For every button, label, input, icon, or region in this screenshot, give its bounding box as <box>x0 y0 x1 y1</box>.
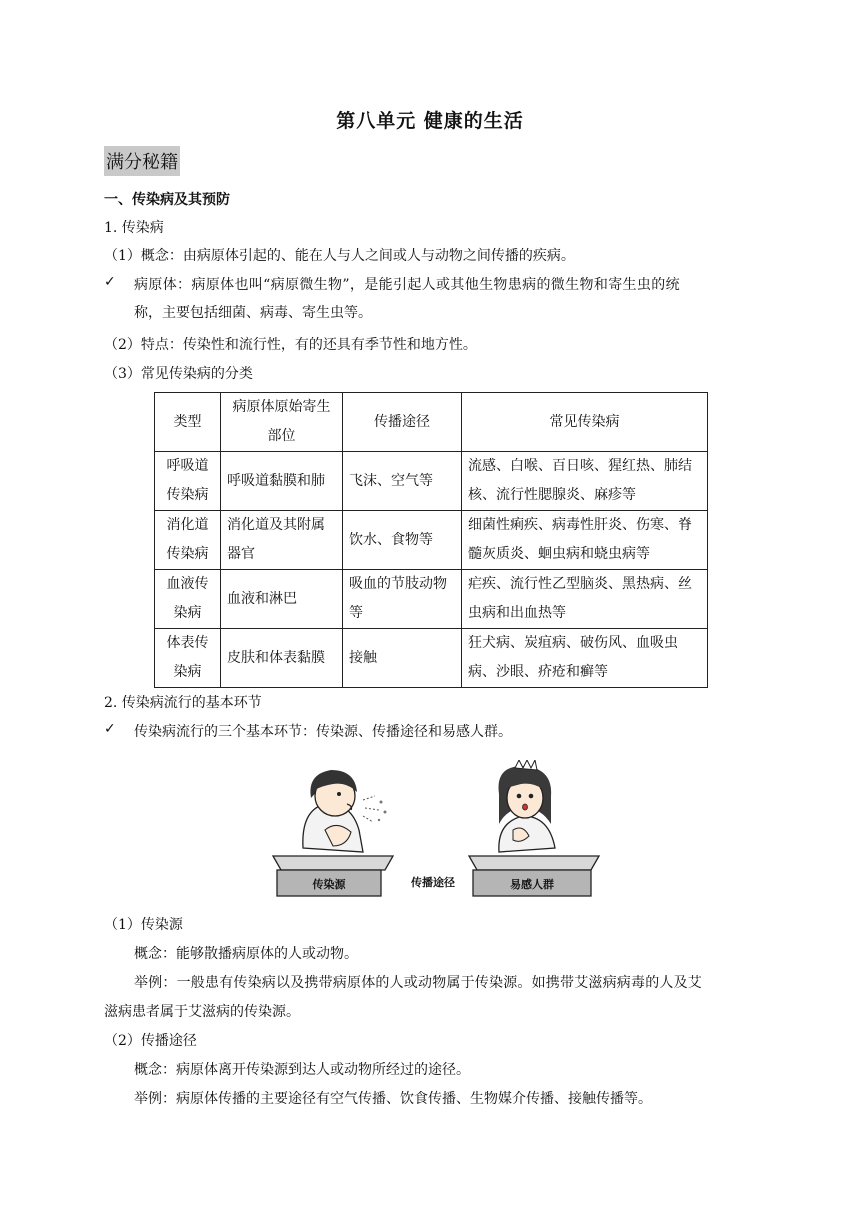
table-cell: 消化道及其附属器官 <box>221 511 343 570</box>
table-row <box>155 570 708 629</box>
table-cell: 流感、白喉、百日咳、猩红热、肺结核、流行性腮腺炎、麻疹等 <box>462 452 708 511</box>
section-heading: 一、传染病及其预防 <box>104 192 230 208</box>
classification-heading: （3）常见传染病的分类 <box>104 366 253 382</box>
source-label: 传染源 <box>312 878 346 891</box>
subsection-heading: 1. 传染病 <box>104 220 164 236</box>
source-heading: （1）传染源 <box>104 917 183 933</box>
table-header-cell: 病原体原始寄生部位 <box>221 393 343 452</box>
check-icon: ✓ <box>104 274 116 290</box>
susceptible-label: 易感人群 <box>510 878 554 891</box>
table-cell: 呼吸道黏膜和肺 <box>221 452 343 511</box>
disease-classification-table <box>154 392 708 688</box>
table-row <box>155 511 708 570</box>
table-cell: 消化道传染病 <box>155 511 221 570</box>
source-concept: 概念：能够散播病原体的人或动物。 <box>134 946 358 962</box>
table-header-cell: 常见传染病 <box>462 393 708 452</box>
check-icon: ✓ <box>104 721 116 737</box>
route-label: 传播途径 <box>411 876 455 889</box>
table-cell: 体表传染病 <box>155 629 221 688</box>
pathogen-text-line2: 称，主要包括细菌、病毒、寄生虫等。 <box>134 305 372 321</box>
route-example: 举例：病原体传播的主要途径有空气传播、饮食传播、生物媒介传播、接触传播等。 <box>134 1091 652 1107</box>
subsection-heading-2: 2. 传染病流行的基本环节 <box>104 695 262 711</box>
table-cell: 呼吸道传染病 <box>155 452 221 511</box>
source-example-line1: 举例：一般患有传染病以及携带病原体的人或动物属于传染源。如携带艾滋病病毒的人及艾 <box>134 975 702 991</box>
route-concept: 概念：病原体离开传染源到达人或动物所经过的途径。 <box>134 1062 470 1078</box>
table-cell: 吸血的节肢动物等 <box>343 570 462 629</box>
table-row <box>155 452 708 511</box>
table-cell: 细菌性痢疾、病毒性肝炎、伤寒、脊髓灰质炎、蛔虫病和蛲虫病等 <box>462 511 708 570</box>
table-cell: 飞沫、空气等 <box>343 452 462 511</box>
pathogen-text-line1: 病原体：病原体也叫“病原微生物”，是能引起人或其他生物患病的微生物和寄生虫的统 <box>134 277 680 293</box>
table-cell: 皮肤和体表黏膜 <box>221 629 343 688</box>
source-example-line2: 滋病患者属于艾滋病的传染源。 <box>104 1004 300 1020</box>
route-heading: （2）传播途径 <box>104 1033 197 1049</box>
table-cell: 狂犬病、炭疽病、破伤风、血吸虫病、沙眼、疥疮和癣等 <box>462 629 708 688</box>
table-cell: 接触 <box>343 629 462 688</box>
infected-boy-figure <box>303 770 387 852</box>
section-badge: 满分秘籍 <box>104 146 180 176</box>
concept-text: （1）概念：由病原体引起的、能在人与人之间或人与动物之间传播的疾病。 <box>104 248 575 264</box>
table-header-cell: 类型 <box>155 393 221 452</box>
table-cell: 疟疾、流行性乙型脑炎、黑热病、丝虫病和出血热等 <box>462 570 708 629</box>
transmission-illustration <box>267 760 601 898</box>
table-cell: 血液传染病 <box>155 570 221 629</box>
susceptible-girl-figure <box>499 760 556 852</box>
table-header-cell: 传播途径 <box>343 393 462 452</box>
page-title: 第八单元 健康的生活 <box>336 110 524 132</box>
table-row <box>155 629 708 688</box>
table-cell: 饮水、食物等 <box>343 511 462 570</box>
table-cell: 血液和淋巴 <box>221 570 343 629</box>
links-text: 传染病流行的三个基本环节：传染源、传播途径和易感人群。 <box>134 724 512 740</box>
table-header-row <box>155 393 708 452</box>
features-text: （2）特点：传染性和流行性，有的还具有季节性和地方性。 <box>104 337 477 353</box>
